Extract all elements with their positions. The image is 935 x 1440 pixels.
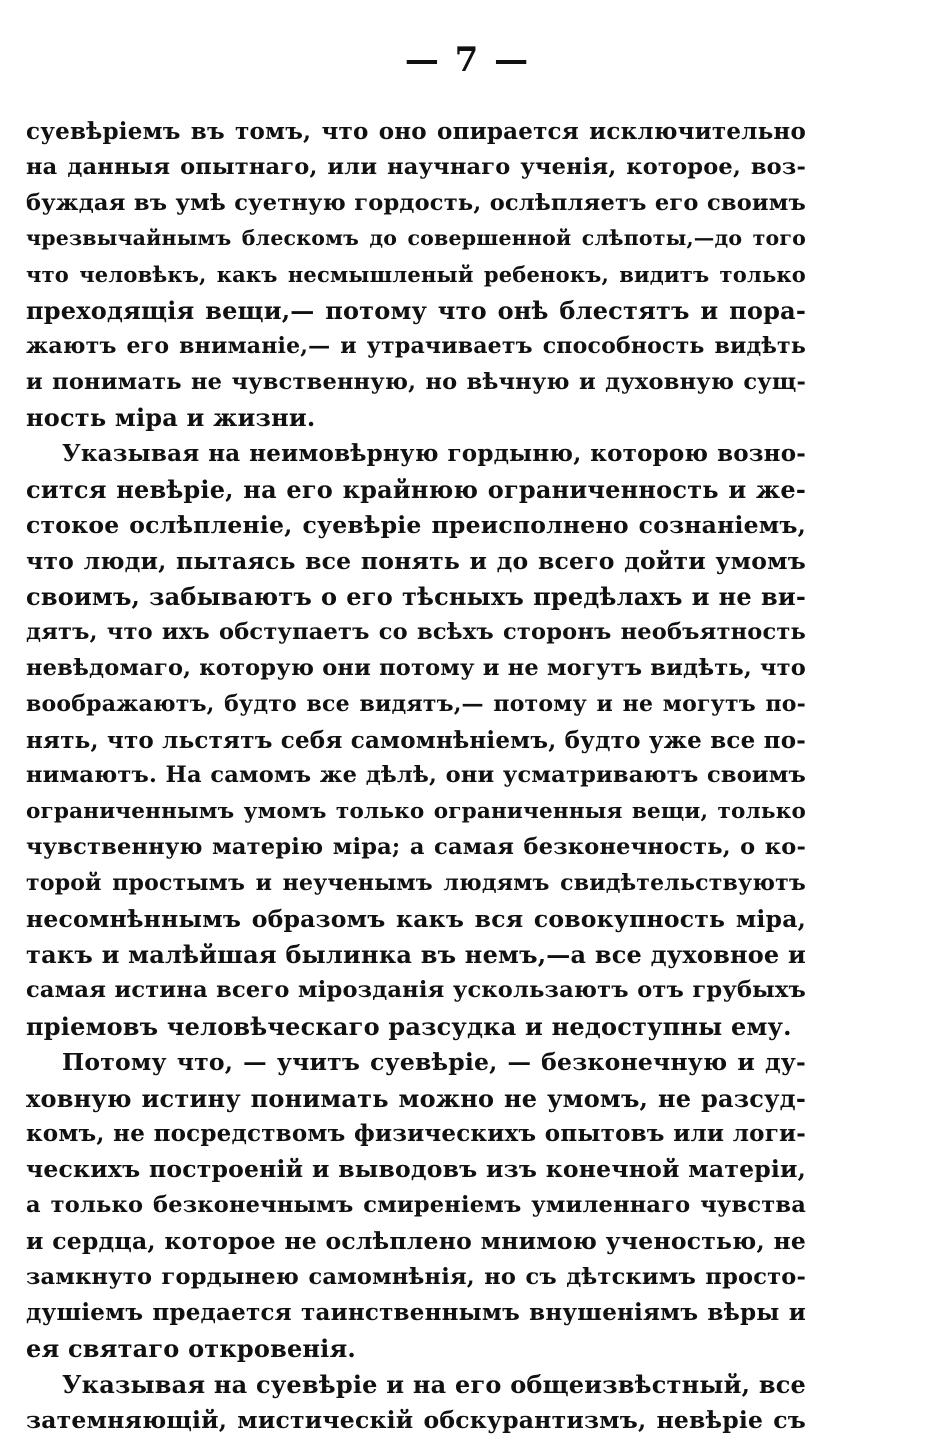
text-line: жаютъ его вниманіе,— и утрачиваетъ способность видѣть bbox=[26, 332, 806, 359]
text-line: и понимать не чувственную, но вѣчную и духовную сущ- bbox=[26, 368, 806, 395]
text-line: невѣдомаго, которую они потому и не могутъ видѣть, что bbox=[26, 654, 806, 681]
text-line: преходящія вещи,— потому что онѣ блестятъ и пора- bbox=[26, 295, 806, 325]
text-line: на данныя опытнаго, или научнаго ученія, которое, воз- bbox=[26, 153, 806, 180]
body-text bbox=[26, 114, 806, 1438]
text-line: и сердца, которое не ослѣплено мнимою ученостью, не bbox=[26, 1226, 806, 1255]
text-line: ея святаго откровенія. bbox=[26, 1334, 356, 1364]
text-line: Потому что, — учитъ суевѣріе, — безконечную и ду- bbox=[62, 1047, 806, 1076]
text-line: ческихъ построеній и выводовъ изъ конечной матеріи, bbox=[26, 1155, 806, 1184]
text-line: пріемовъ человѣческаго разсудка и недоступны ему. bbox=[26, 1011, 792, 1041]
text-line: Указывая на суевѣріе и на его общеизвѣстный, все bbox=[62, 1369, 806, 1399]
page-number: — 7 — bbox=[404, 40, 531, 80]
text-line: замкнуто гордынею самомнѣнія, но съ дѣтскимъ просто- bbox=[26, 1263, 806, 1290]
text-line: торой простымъ и неученымъ людямъ свидѣтельствуютъ bbox=[26, 869, 806, 896]
text-line: стокое ослѣпленіе, суевѣріе преисполнено сознаніемъ, bbox=[26, 510, 806, 539]
text-line: душіемъ предается таинственнымъ внушеніямъ вѣры и bbox=[26, 1299, 806, 1327]
text-line: чувственную матерію міра; а самая безконечность, о ко- bbox=[26, 833, 806, 860]
text-line: самая истина всего мірозданія ускользаютъ отъ грубыхъ bbox=[26, 977, 806, 1004]
text-line: Указывая на неимовѣрную гордыню, которою возно- bbox=[62, 440, 806, 468]
text-line: воображаютъ, будто все видятъ,— потому и не могутъ по- bbox=[26, 690, 806, 717]
text-line: суевѣріемъ въ томъ, что оно опирается исключительно bbox=[26, 118, 806, 145]
text-line: нять, что льстятъ себя самомнѣніемъ, будто уже все по- bbox=[26, 726, 806, 754]
text-line: ховную истину понимать можно не умомъ, не разсуд- bbox=[26, 1083, 806, 1113]
text-line: буждая въ умѣ суетную гордость, ослѣпляетъ его своимъ bbox=[26, 189, 806, 216]
text-line: ность міра и жизни. bbox=[26, 403, 316, 433]
text-line: чрезвычайнымъ блескомъ до совершенной слѣпоты,—до того bbox=[26, 226, 806, 251]
text-line: комъ, не посредствомъ физическихъ опытовъ или логи- bbox=[26, 1120, 806, 1148]
text-line: что человѣкъ, какъ несмышленый ребенокъ, видитъ только bbox=[26, 262, 806, 288]
text-line: дятъ, что ихъ обступаетъ со всѣхъ сторонъ необъятность bbox=[26, 619, 806, 646]
text-line: нимаютъ. На самомъ же дѣлѣ, они усматриваютъ своимъ bbox=[26, 762, 806, 789]
text-line: затемняющій, мистическій обскурантизмъ, невѣріе съ bbox=[26, 1405, 806, 1434]
text-line: ограниченнымъ умомъ только ограниченныя вещи, только bbox=[26, 799, 806, 825]
text-line: а только безконечнымъ смиреніемъ умиленнаго чувства bbox=[26, 1191, 806, 1218]
text-line: несомнѣннымъ образомъ какъ вся совокупность міра, bbox=[26, 904, 806, 933]
text-line: своимъ, забываютъ о его тѣсныхъ предѣлахъ и не ви- bbox=[26, 582, 806, 612]
text-line: сится невѣріе, на его крайнюю ограниченность и же- bbox=[26, 474, 806, 504]
text-line: такъ и малѣйшая былинка въ немъ,—а все духовное и bbox=[26, 940, 806, 970]
text-line: что люди, пытаясь все понять и до всего дойти умомъ bbox=[26, 546, 806, 575]
